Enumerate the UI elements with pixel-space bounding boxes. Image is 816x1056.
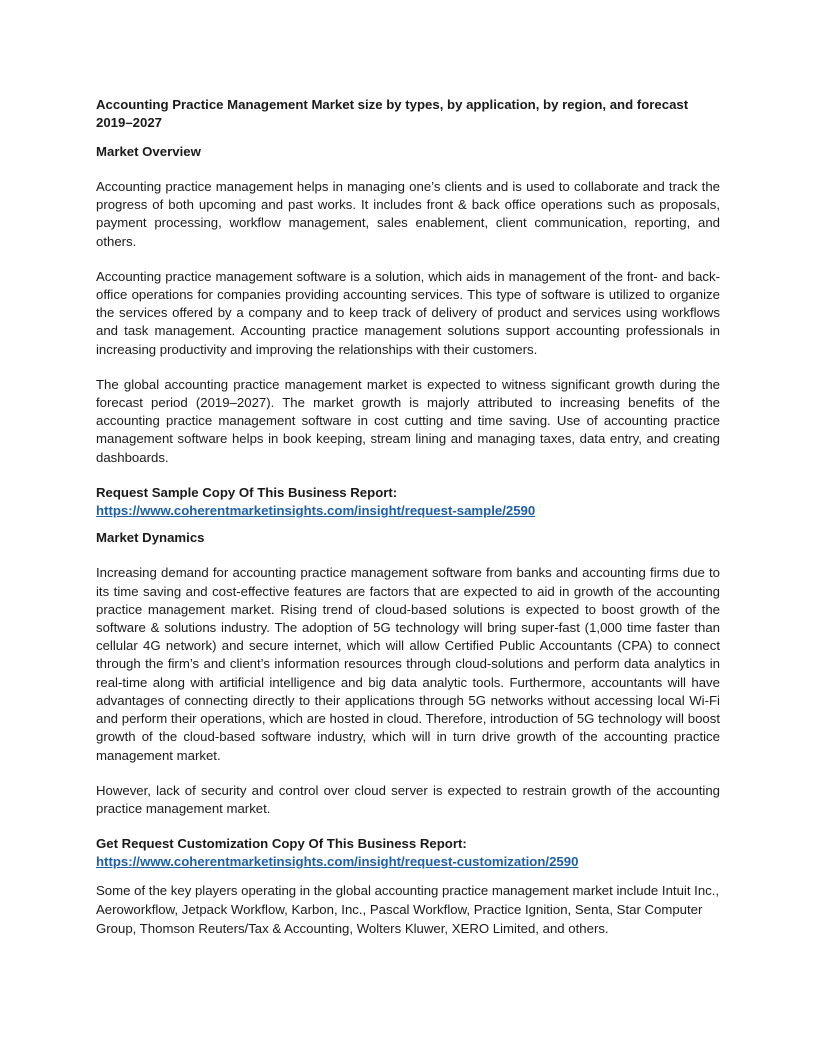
market-dynamics-heading: Market Dynamics — [96, 530, 205, 546]
sample-request-label: Request Sample Copy Of This Business Report: — [96, 484, 398, 500]
document-page — [96, 96, 720, 939]
dynamics-paragraph-2: However, lack of security and control over cloud server is expected to restrain growth of the accounting practice management market. — [96, 782, 720, 816]
customization-request-link[interactable]: https://www.coherentmarketinsights.com/insight/request-customization/2590 — [96, 854, 579, 870]
overview-paragraph-2: Accounting practice management software is a solution, which aids in management of the front- and back-office operations for companies providing accounting services. This type of software is utilized to organize the services offered by a company and to keep track of delivery of product and services using workflows and task management. Accounting practice management solutions support accounting professionals in increasing productivity and improving the relationships with their customers. — [96, 268, 720, 357]
key-players-paragraph: Some of the key players operating in the global accounting practice management market include Intuit Inc., Aeroworkflow, Jetpack Workflow, Karbon, Inc., Pascal Workflow, Practice Ignition, Senta, Star Computer Group, Thomson Reuters/Tax & Accounting, Wolters Kluwer, XERO Limited, and others. — [96, 882, 720, 937]
customization-request-label: Get Request Customization Copy Of This Business Report: — [96, 836, 467, 852]
overview-paragraph-1: Accounting practice management helps in managing one’s clients and is used to collaborate and track the progress of both upcoming and past works. It includes front & back office operations such as proposals, payment processing, workflow management, sales enablement, client communication, reporting, and others. — [96, 179, 720, 249]
sample-request-link[interactable]: https://www.coherentmarketinsights.com/insight/request-sample/2590 — [96, 503, 536, 519]
market-overview-heading: Market Overview — [96, 143, 201, 159]
overview-paragraph-3: The global accounting practice management market is expected to witness significant growth during the forecast period (2019–2027). The market growth is majorly attributed to increasing benefits of the accounting practice management software in cost cutting and time saving. Use of accounting practice management software helps in book keeping, stream lining and managing taxes, data entry, and creating dashboards. — [96, 376, 720, 465]
document-title: Accounting Practice Management Market size by types, by application, by region, and forecast 2019–2027 — [96, 97, 689, 131]
dynamics-paragraph-1: Increasing demand for accounting practice management software from banks and accounting firms due to its time saving and cost-effective features are factors that are expected to aid in growth of the accounting practice management market. Rising trend of cloud-based solutions is expected to boost growth of the software & solutions industry. The adoption of 5G technology will bring super-fast (1,000 time faster than cellular 4G network) and secure internet, which will allow Certified Public Accountants (CPA) to connect through the firm’s and client’s information resources through cloud-solutions and perform data analytics in real-time along with artificial intelligence and big data analytic tools. Furthermore, accountants will have advantages of connecting directly to their applications through 5G networks without accessing local Wi-Fi and perform their operations, which are hosted in cloud. Therefore, introduction of 5G technology will boost growth of the cloud-based software industry, which will in turn drive growth of the accounting practice management market. — [96, 565, 720, 763]
